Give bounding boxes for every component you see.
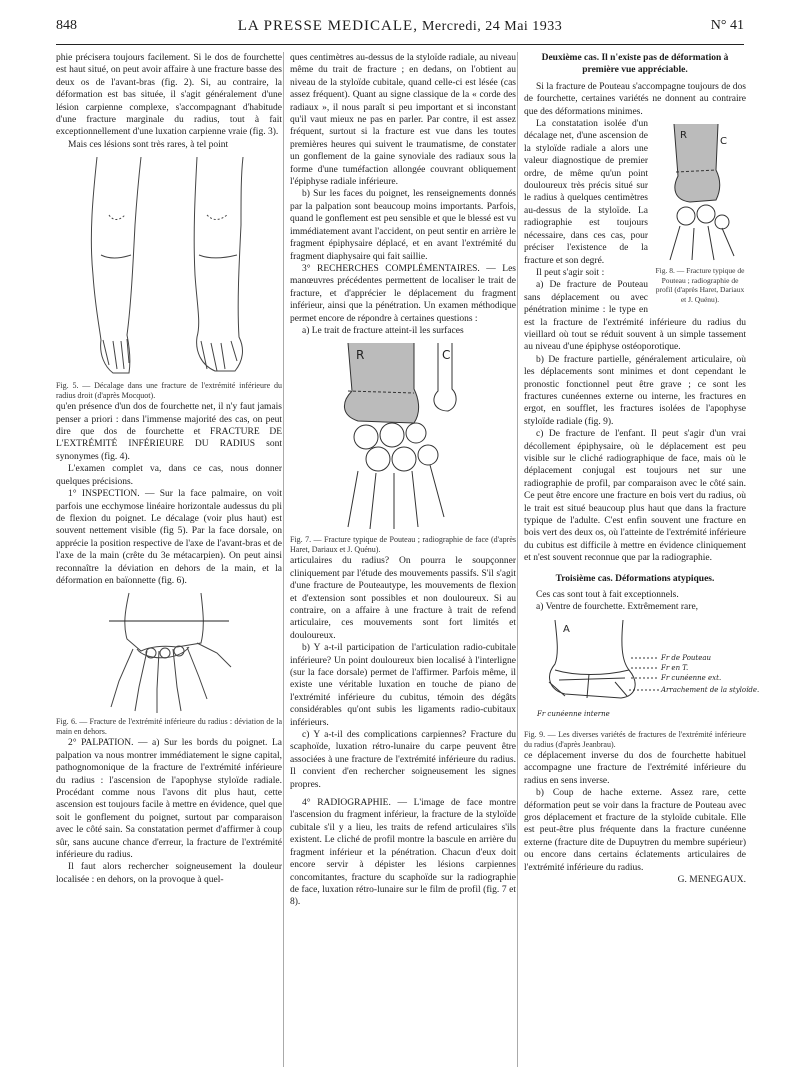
paragraph: 3° RECHERCHES COMPLÉMENTAIRES. — Les manœuvres précédentes permettent de localiser le trait de fracture, et d'apprécier le déplacement du fragment inférieur, ainsi que la pénétration. Un examen méthodique permet encore de répondre à certaines questions : (290, 263, 516, 324)
column-2 (290, 52, 516, 909)
paragraph: L'examen complet va, dans ce cas, nous donner quelques précisions. (56, 464, 282, 487)
column-1 (56, 52, 282, 886)
paragraph: Mais ces lésions sont très rares, à tel point (68, 139, 229, 150)
figure-5-caption: Fig. 5. — Décalage dans une fracture de l'extrémité inférieure du radius droit (d'après Mocquot). (56, 381, 282, 401)
figure-7-caption: Fig. 7. — Fracture typique de Pouteau ; radiographie de face (d'après Haret, Dariaux et J. Quénu). (290, 535, 516, 555)
paragraph: qu'en présence d'un dos de fourchette net, il n'y faut jamais penser a priori : dans l'immense majorité des cas, on peut dire que dos de fourchette et FRACTURE DE L'EXTRÉMITÉ INFÉRIEURE DU RADIUS sont synonymes (fig. 4). (56, 402, 282, 462)
column-3 (524, 52, 760, 886)
paragraph: b) Sur les faces du poignet, les renseignements donnés par la palpation sont beaucoup moins importants. Parfois, quand le gonflement est peu sensible et que le blessé est vu immédiatement avant l'accident, on peut sentir en arrière le fragment épiphysaire déplacé, et en avant l'extrémité du fragment diaphysaire qui fait saillie. (290, 189, 516, 262)
figure-6-caption: Fig. 6. — Fracture de l'extrémité inférieure du radius : déviation de la main en dehors. (56, 717, 282, 737)
paragraph: ques centimètres au-dessus de la styloïde radiale, au niveau même du trait de fracture ; en dedans, on l'obtient au niveau de la styloïde cubitale, quand celle-ci est lésée (cas assez fréquent). Quant au signe classique de la « corde des radiaux », il nous paraît si peu important et si inconstant qu'il vaut mieux ne pas en parler. Par contre, il est assez fréquent, surtout si la fracture est vue dans les toutes premières heures qui suivent le traumatisme, de constater un gonflement de la gaine synoviale des radiaux sous la forme d'une tuméfaction allongée couvrant obliquement l'épiphyse radiale inférieure. (290, 53, 516, 188)
paragraph: phie précisera toujours facilement. Si le dos de fourchette est haut situé, on peut avoir affaire à une fracture basse des deux os de l'avant-bras (fig. 2). Si, au contraire, la déformation est bas située, il s'agit généralement d'une lésion carpienne complexe, s'accompagnant d'habitude d'une fracture marginale du radius, tout à fait exceptionnellement d'une luxation carpienne vraie (fig. 3). (56, 53, 282, 138)
figure-9-label: Fr cunéenne interne (537, 709, 610, 718)
figure-7-label-r: R (356, 348, 365, 363)
paragraph: a) De fracture de Pouteau sans déplacement ou avec pénétration minime : le type en est la fracture de l'extrémité inférieure du radius du vieillard où tout se réduit souvent à un simple tassement au niveau d'une épiphyse ostéoporotique. (524, 280, 746, 353)
section-heading: Troisième cas. Déformations atypiques. (555, 573, 715, 584)
figure-9-label: Arrachement de la styloïde. (661, 685, 760, 694)
figure-9-fracture-varieties-diagram (535, 618, 760, 726)
issue-date: Mercredi, 24 Mai 1933 (421, 19, 563, 34)
figure-7-radiograph-face (318, 341, 488, 531)
page-number: 848 (56, 18, 77, 33)
paragraph: 1° INSPECTION. — Sur la face palmaire, on voit parfois une ecchymose linéaire horizontale audessus du pli de flexion du poignet. Le décalage (voir plus haut) est souvent nettement visible (fig 5). Par la face dorsale, on apprécie la position respective de l'axe de l'avant-bras et de l'axe de la main (crête du 3e métacarpien). On peut ainsi reconnaître la déviation en dehors de la main, et la déformation en baïonnette (fig. 6). (56, 489, 282, 586)
paragraph: Ces cas sont tout à fait exceptionnels. (536, 590, 679, 601)
paragraph: c) Y a-t-il des complications carpiennes? Fracture du scaphoïde, luxation rétro-lunaire du carpe peuvent être associées à une fracture de l'extrémité inférieure du radius. Il convient d'en rechercher soigneusement les signes propres. (290, 730, 516, 790)
figure-9-label-a: A (563, 623, 570, 635)
paragraph: La constatation isolée d'un décalage net, d'une ascension de la styloïde radiale a alors une valeur diagnostique de premier ordre, de même qu'un point douloureux très précis situé sur le radius à quelques centimètres au-dessus de la styloïde. La radiographie est toujours nécessaire, dans ces cas, pour préciser l'existence de la fracture et son degré. (524, 119, 648, 266)
paragraph: 4° RADIOGRAPHIE. — L'image de face montre l'ascension du fragment inférieur, la fracture de la styloïde cubitale s'il y a lieu, les traits de refend articulaires s'ils existent. Le cliché de profil montre la bascule en arrière du fragment inférieur et la pénétration. Chacun d'eux doit encore servir à dépister les lésions carpiennes concomitantes, fracture du scaphoïde sur la radiographie de face, luxation rétro-lunaire sur le film de profil (fig. 7 et 8). (290, 798, 516, 908)
figure-6-hand-skeleton (89, 591, 249, 713)
paragraph: b) De fracture partielle, généralement articulaire, où les déplacements sont minimes et dont cependant le pronostic fonctionnel peut être grave ; ce sont les fractures cunéennes externe ou interne, les fractures en ergot, en soufflet, les fractures isolées de l'apophyse styloïde radiale (fig. 9). (524, 354, 746, 427)
header-rule (56, 44, 744, 45)
paragraph: Il peut s'agir soit : (536, 267, 605, 278)
figure-9-label: Fr de Pouteau (661, 653, 712, 662)
paragraph: Si la fracture de Pouteau s'accompagne toujours de dos de fourchette, certaines variétés ne donnent au contraire que des déformations minimes. (524, 81, 746, 117)
column-divider (283, 52, 284, 1067)
column-divider (517, 52, 518, 1067)
paragraph: articulaires du radius? On pourra le soupçonner cliniquement par l'étude des mouvements passifs. S'il s'agit d'une fracture de Pouteautype, les mouvements de flexion et d'extension sont possibles et non douloureux. Si au contraire, on a affaire à une fracture à trait de refend articulaire, ces mouvements sont fort limités et douloureux. (290, 556, 516, 641)
author-signature: G. MENEGAUX. (677, 874, 746, 885)
figure-9-caption: Fig. 9. — Les diverses variétés de fractures de l'extrémité inférieure du radius (d'après Jeanbrau). (524, 729, 746, 749)
figure-9-label: Fr cunéenne ext. (661, 673, 722, 682)
figure-7-label-c: C (442, 348, 451, 363)
journal-title-line (56, 18, 744, 35)
figure-8-label-r: R (680, 130, 687, 142)
paragraph: b) Coup de hache externe. Assez rare, cette déformation peut se voir dans la fracture de Pouteau avec gros déplacement et fracture de la styloïde cubitale. Elle est peut-être plus fréquente dans la fracture cunéenne externe (fracture dite de Dupuytren du membre supérieur) ou encore dans certains éclatements articulaires de l'extrémité inférieure du radius. (524, 788, 746, 873)
figure-8-caption: Fig. 8. — Fracture typique de Pouteau ; radiographie de profil (d'après Haret, Dariaux et J. Quénu). (655, 266, 745, 304)
paragraph: ce déplacement inverse du dos de fourchette habituel accompagne une fracture de l'extrémité inférieure du radius en sens inverse. (524, 750, 746, 786)
paragraph: a) Le trait de fracture atteint-il les surfaces (302, 325, 464, 336)
figure-8-label-c: C (720, 136, 727, 148)
paragraph: b) Y a-t-il participation de l'articulation radio-cubitale inférieure? Un point douloureux bien localisé à l'interligne (sur la face dorsale) permet de l'affirmer. Parfois même, il existe une véritable luxation en touche de piano de l'extrémité inférieure du cubitus, témoin des dégâts considérables qu'ont subis les ligaments radio-cubitaux inférieurs. (290, 643, 516, 728)
paragraph: a) Ventre de fourchette. Extrêmement rare, (536, 602, 699, 613)
figure-8-radiograph-profile (656, 122, 744, 262)
paragraph: c) De fracture de l'enfant. Il peut s'agir d'un vrai décollement épiphysaire, où le déplacement est peu visible sur le cliché radiographique de face, mais où le déplacement conjugal est toujours net sur une radiographie de profil, par comparaison avec le côté sain. Ce peut être encore une fracture en bois vert du radius, où le trait est situé beaucoup plus haut que dans la fracture typique de l'adulte. C'est enfin souvent une fracture en bois vert des deux os, où l'atteinte de l'extrémité inférieure du cubitus est difficile à mettre en évidence cliniquement et n'est souvent reconnue que par la radiographie. (524, 429, 746, 564)
figure-9-label: Fr en T. (661, 663, 689, 672)
paragraph: Il faut alors rechercher soigneusement la douleur localisée : en dehors, on la provoque à quel- (56, 862, 282, 885)
figure-5-forearms-illustration (69, 155, 269, 377)
issue-number: N° 41 (710, 18, 744, 33)
page-header (56, 18, 744, 40)
journal-name: LA PRESSE MEDICALE, (237, 18, 418, 34)
paragraph: 2° PALPATION. — a) Sur les bords du poignet. La palpation va nous montrer immédiatement le signe capital, pathognomonique de la fracture de l'extrémité inférieure du radius : l'ascension de l'apophyse styloïde radiale. Procédant comme nous l'avons dit plus haut, cette ascension est toujours facile à mettre en évidence, quel que soit le gonflement du poignet, surtout par comparaison avec le côté sain. Sa constatation permet d'affirmer à coup sûr, sans aucune chance d'erreur, la fracture de l'extrémité inférieure du radius. (56, 738, 282, 860)
figure-8-block (654, 118, 746, 304)
section-heading: Deuxième cas. Il n'existe pas de déformation à première vue appréciable. (541, 53, 729, 76)
